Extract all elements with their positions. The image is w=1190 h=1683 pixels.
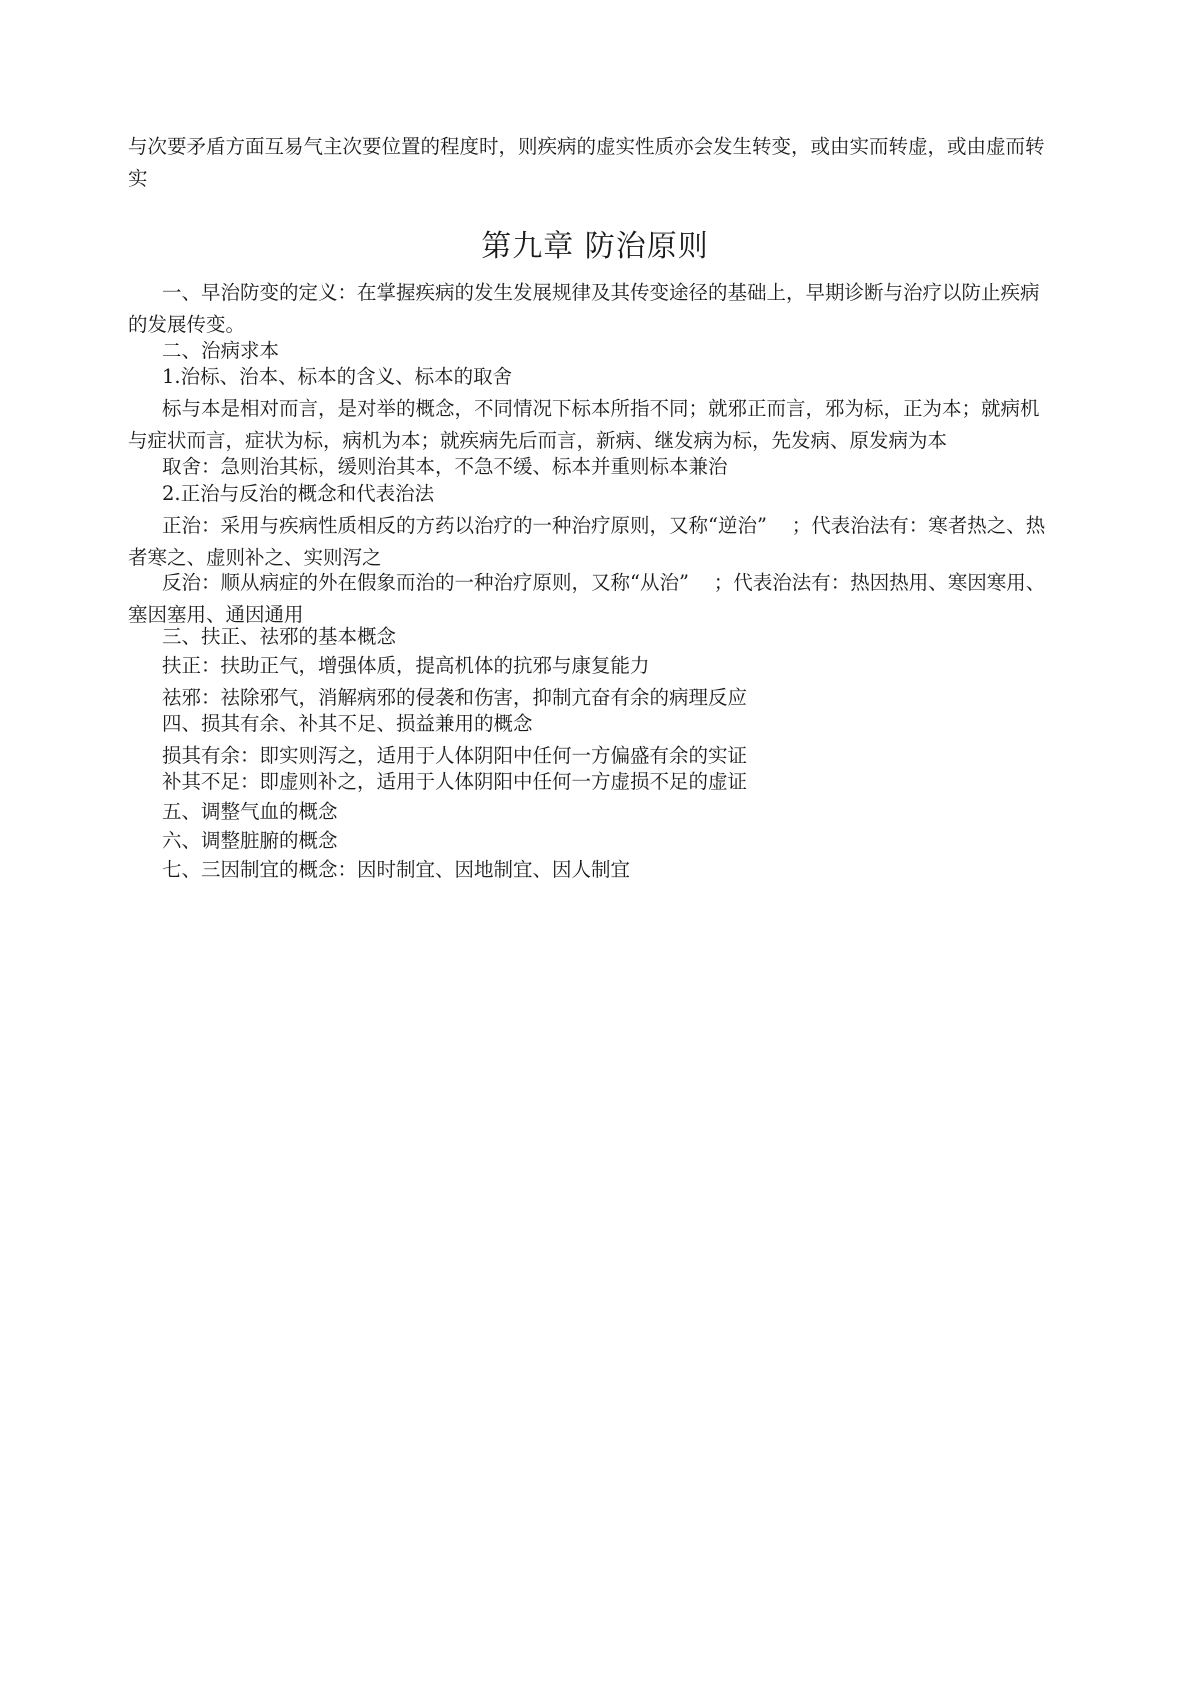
section-3-quxie: 祛邪：祛除邪气，消解病邪的侵袭和伤害，抑制亢奋有余的病理反应 xyxy=(162,686,748,709)
section-2-2-heading: 2.正治与反治的概念和代表治法 xyxy=(162,482,435,505)
section-7-heading: 七、三因制宜的概念：因时制宜、因地制宜、因人制宜 xyxy=(162,858,631,881)
intro-line-2: 实 xyxy=(128,167,148,190)
section-2-2-zhengzhi: 正治：采用与疾病性质相反的方药以治疗的一种治疗原则，又称“逆治” ；代表治法有：寒者热之、热者寒之、虚则补之、实则泻之 xyxy=(128,514,1046,569)
intro-line-1: 与次要矛盾方面互易气主次要位置的程度时，则疾病的虚实性质亦会发生转变，或由实而转虚，或由虚而转 xyxy=(128,135,1045,158)
section-2-1-choice: 取舍：急则治其标，缓则治其本，不急不缓、标本并重则标本兼治 xyxy=(162,455,728,478)
section-2-1-heading: 1.治标、治本、标本的含义、标本的取舍 xyxy=(162,365,513,388)
section-3-fuzheng: 扶正：扶助正气，增强体质，提高机体的抗邪与康复能力 xyxy=(162,654,650,677)
section-4-sun: 损其有余：即实则泻之，适用于人体阴阳中任何一方偏盛有余的实证 xyxy=(162,744,748,767)
section-5-heading: 五、调整气血的概念 xyxy=(162,800,338,823)
intro-paragraph xyxy=(128,131,1120,195)
section-6-heading: 六、调整脏腑的概念 xyxy=(162,829,338,852)
section-2-1-text: 标与本是相对而言，是对举的概念，不同情况下标本所指不同；就邪正而言，邪为标，正为本；就病机与症状而言，症状为标，病机为本；就疾病先后而言，新病、继发病为标，先发病、原发病为本 xyxy=(128,397,1040,452)
section-3-heading: 三、扶正、祛邪的基本概念 xyxy=(162,625,397,648)
section-1-early-treatment: 一、早治防变的定义：在掌握疾病的发生发展规律及其传变途径的基础上，早期诊断与治疗以防止疾病的发展传变。 xyxy=(128,281,1040,336)
section-4-bu: 补其不足：即虚则补之，适用于人体阴阳中任何一方虚损不足的虚证 xyxy=(162,770,748,793)
chapter-title: 第九章 防治原则 xyxy=(481,229,709,264)
section-2-heading: 二、治病求本 xyxy=(162,339,280,362)
section-4-heading: 四、损其有余、补其不足、损益兼用的概念 xyxy=(162,712,533,735)
section-2-2-fanzhi: 反治：顺从病症的外在假象而治的一种治疗原则，又称“从治” ；代表治法有：热因热用、寒因寒用、塞因塞用、通因通用 xyxy=(128,571,1046,626)
